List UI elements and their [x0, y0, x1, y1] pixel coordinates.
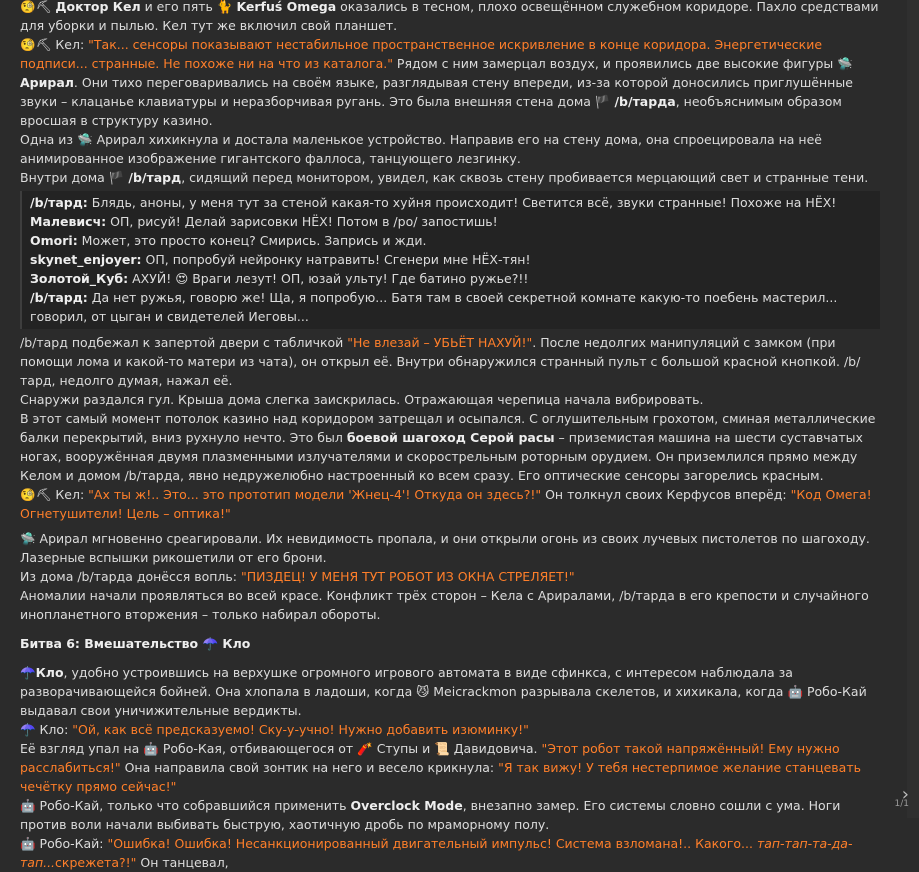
scroll-icon: 📜 [434, 741, 450, 756]
cat-face-icon: 😼 [416, 684, 430, 699]
dialogue-quote: "ПИЗДЕЦ! У МЕНЯ ТУТ РОБОТ ИЗ ОКНА СТРЕЛЯЕТ!" [240, 569, 575, 584]
chat-author: /b/тард: [30, 195, 88, 210]
paragraph: Из дома /b/тарда донёсся вопль: "ПИЗДЕЦ! У МЕНЯ ТУТ РОБОТ ИЗ ОКНА СТРЕЛЯЕТ!" [20, 569, 575, 584]
robot-icon: 🤖 [143, 741, 159, 756]
section-heading: Битва 6: Вмешательство ☂️ Кло [20, 636, 251, 651]
paragraph: 🧐⛏ Кел: "Ах ты ж!.. Это... это прототип модели 'Жнец-4'! Откуда он здесь?!" Он толкнул своих Керфусов вперёд: "Код Омега! Огнетушители! Цель – оптика!" [20, 487, 872, 521]
page-indicator: 1/1 [894, 799, 909, 809]
paragraph: 🤖 Робо-Кай: "Ошибка! Ошибка! Несанкционированный двигательный импульс! Система взломана!.. Какого... тап-тап-та-да-тап...скрежета?!" Он танцевал, [20, 836, 853, 870]
scrollbar[interactable] [907, 0, 919, 818]
dialogue-quote: "Этот робот такой напряжённый! Ему нужно расслабиться!" [20, 741, 840, 775]
dialogue-quote: "Ошибка! Ошибка! Несанкционированный двигательный импульс! Система взломана!.. Какого... [107, 836, 757, 851]
paragraph: ☂️ Кло: "Ой, как всё предсказуемо! Ску-у-учно! Нужно добавить изюминку!" [20, 722, 529, 737]
paragraph: 🛸 Арирал мгновенно среагировали. Их невидимость пропала, и они открыли огонь из своих лучевых пистолетов по шагоходу. Лазерные вспышки рикошетили от его брони. [20, 531, 870, 565]
chat-line: Omori: Может, это просто конец? Смирись. Запрись и жди. [30, 233, 427, 248]
dialogue-quote: "Так... сенсоры показывают нестабильное пространственное искривление в конце коридора. Энергетические подписи... странные. Не похоже ни на что из каталога." [20, 37, 823, 71]
umbrella-icon: ☂️ [202, 636, 219, 651]
robot-icon: 🤖 [20, 836, 36, 851]
firecracker-icon: 🧨 [357, 741, 373, 756]
emoji-icon: 🧐⛏ [20, 0, 56, 14]
paragraph: Её взгляд упал на 🤖 Робо-Кая, отбивающегося от 🧨 Ступы и 📜 Давидовича. "Этот робот такой напряжённый! Ему нужно расслабиться!" Она направила свой зонтик на него и весело крикнула: "Я так вижу! У тебя нестерпимое желание станцевать чечётку прямо сейчас!" [20, 741, 861, 794]
cat-icon: 🐈 [216, 0, 233, 14]
chevron-right-icon[interactable]: › [901, 784, 909, 805]
dialogue-quote: "Код Омега! Огнетушители! Цель – оптика!" [20, 487, 872, 521]
ufo-icon: 🛸 [77, 132, 93, 147]
character-name: Арирал [20, 75, 74, 90]
flag-icon: 🏴 [594, 94, 611, 109]
enemy-name: боевой шагоход Серой расы [346, 430, 555, 445]
chat-author: Золотой_Куб: [30, 271, 129, 286]
message-content [20, 0, 880, 872]
character-name: /b/тарда [614, 94, 676, 109]
character-name: /b/тард [128, 170, 182, 185]
dialogue-quote: "Я так вижу! У тебя нестерпимое желание станцевать чечётку прямо сейчас!" [20, 760, 861, 794]
robot-icon: 🤖 [787, 684, 804, 699]
chat-line: Золотой_Куб: АХУЙ! 😍 Враги лезут! ОП, юзай ульту! Где батино ружье?!! [30, 271, 529, 286]
character-name: Кло [35, 665, 64, 680]
chat-line: /b/тард: Да нет ружья, говорю же! Ща, я попробую... Батя там в своей секретной комнате какую-то поебень мастерил... говорил, от цыган и свидетелей Иеговы... [30, 290, 838, 324]
umbrella-icon: ☂️ [20, 665, 36, 680]
chat-line: skynet_enjoyer: ОП, попробуй нейронку натравить! Сгенери мне НЁХ-тян! [30, 252, 531, 267]
dialogue-quote: "Ой, как всё предсказуемо! Ску-у-учно! Нужно добавить изюминку!" [72, 722, 529, 737]
chat-author: Малевисч: [30, 214, 107, 229]
paragraph: ☂️Кло, удобно устроившись на верхушке огромного игрового автомата в виде сфинкса, с интересом наблюдала за разворачивающейся бойней. Она хлопала в ладоши, когда 😼 Meicrackmon разрывала скелетов, и хихикала, когда 🤖 Робо-Кай выдавал свои уничижительные вердикты. [20, 665, 867, 718]
chat-line: /b/тард: Блядь, аноны, у меня тут за стеной какая-то хуйня происходит! Светится всё, звуки странные! Похоже на НЁХ! [30, 195, 837, 210]
chat-author: skynet_enjoyer: [30, 252, 142, 267]
paragraph: 🧐⛏ Кел: "Так... сенсоры показывают нестабильное пространственное искривление в конце коридора. Энергетические подписи... странные. Не похоже ни на что из каталога." Рядом с ним замерцал воздух, и проявились две высокие фигуры 🛸 Арирал. Они тихо переговаривались на своём языке, разглядывая стену впереди, из-за которой доносились приглушённые звуки – клацанье клавиатуры и неразборчивая ругань. Это была внешняя стена дома 🏴 /b/тарда, необъяснимым образом вросшая в структуру казино. [20, 37, 853, 128]
paragraph: Внутри дома 🏴 /b/тард, сидящий перед монитором, увидел, как сквозь стену пробивается мерцающий свет и странные тени. [20, 170, 869, 185]
ufo-icon: 🛸 [837, 56, 853, 71]
paragraph: Аномалии начали проявляться во всей красе. Конфликт трёх сторон – Кела с Ариралами, /b/тарда в его крепости и случайного инопланетного вторжения – только набирал обороты. [20, 588, 869, 622]
character-name: Доктор Кел [55, 0, 141, 14]
ufo-icon: 🛸 [20, 531, 36, 546]
sign-text: "Не влезай – УБЬЁТ НАХУЙ!" [347, 335, 533, 350]
paragraph: Снаружи раздался гул. Крыша дома слегка заискрилась. Отражающая черепица начала вибрировать. [20, 392, 704, 407]
chat-quote-block [20, 191, 880, 329]
dialogue-quote: тап-тап-та-да-тап... [20, 836, 853, 870]
robot-icon: 🤖 [20, 798, 36, 813]
paragraph: /b/тард подбежал к запертой двери с табличкой "Не влезай – УБЬЁТ НАХУЙ!". После недолгих манипуляций с замком (при помощи лома и какой-то матери из чата), он открыл её. Внутри обнаружился странный пульт с большой красной кнопкой. /b/тард, недолго думая, нажал её. [20, 335, 861, 388]
chat-author: Omori: [30, 233, 78, 248]
paragraph: 🧐⛏ Доктор Кел и его пять 🐈 Kerfuś Omega оказались в тесном, плохо освещённом служебном коридоре. Пахло средствами для уборки и пылью. Кел тут же включил свой планшет. [20, 0, 879, 33]
paragraph: В этот самый момент потолок казино над коридором затрещал и осыпался. С оглушительным грохотом, сминая металлические балки перекрытий, вниз рухнуло нечто. Это был боевой шагоход Серой расы – приземистая машина на шести суставчатых ногах, вооружённая двумя плазменными излучателями и скорострельным роторным орудием. Он приземлился прямо между Келом и домом /b/тарда, явно недружелюбно настроенный ко всем сразу. Его оптические сенсоры загорелись красным. [20, 411, 876, 483]
dialogue-quote: скрежета?!" [55, 855, 137, 870]
chat-line: Малевисч: ОП, рисуй! Делай зарисовки НЁХ! Потом в /ро/ запостишь! [30, 214, 498, 229]
umbrella-icon: ☂️ [20, 722, 36, 737]
character-name: Kerfuś Omega [236, 0, 337, 14]
paragraph: 🤖 Робо-Кай, только что собравшийся применить Overclock Mode, внезапно замер. Его системы словно сошли с ума. Ноги против воли начали выбивать быструю, хаотичную дробь по мраморному полу. [20, 798, 841, 832]
dialogue-quote: "Ах ты ж!.. Это... это прототип модели 'Жнец-4'! Откуда он здесь?!" [88, 487, 542, 502]
paragraph: Одна из 🛸 Арирал хихикнула и достала маленькое устройство. Направив его на стену дома, она спроецировала на неё анимированное изображение гигантского фаллоса, танцующего лезгинку. [20, 132, 822, 166]
ability-name: Overclock Mode [350, 798, 463, 813]
flag-icon: 🏴 [108, 170, 125, 185]
chat-author: /b/тард: [30, 290, 88, 305]
